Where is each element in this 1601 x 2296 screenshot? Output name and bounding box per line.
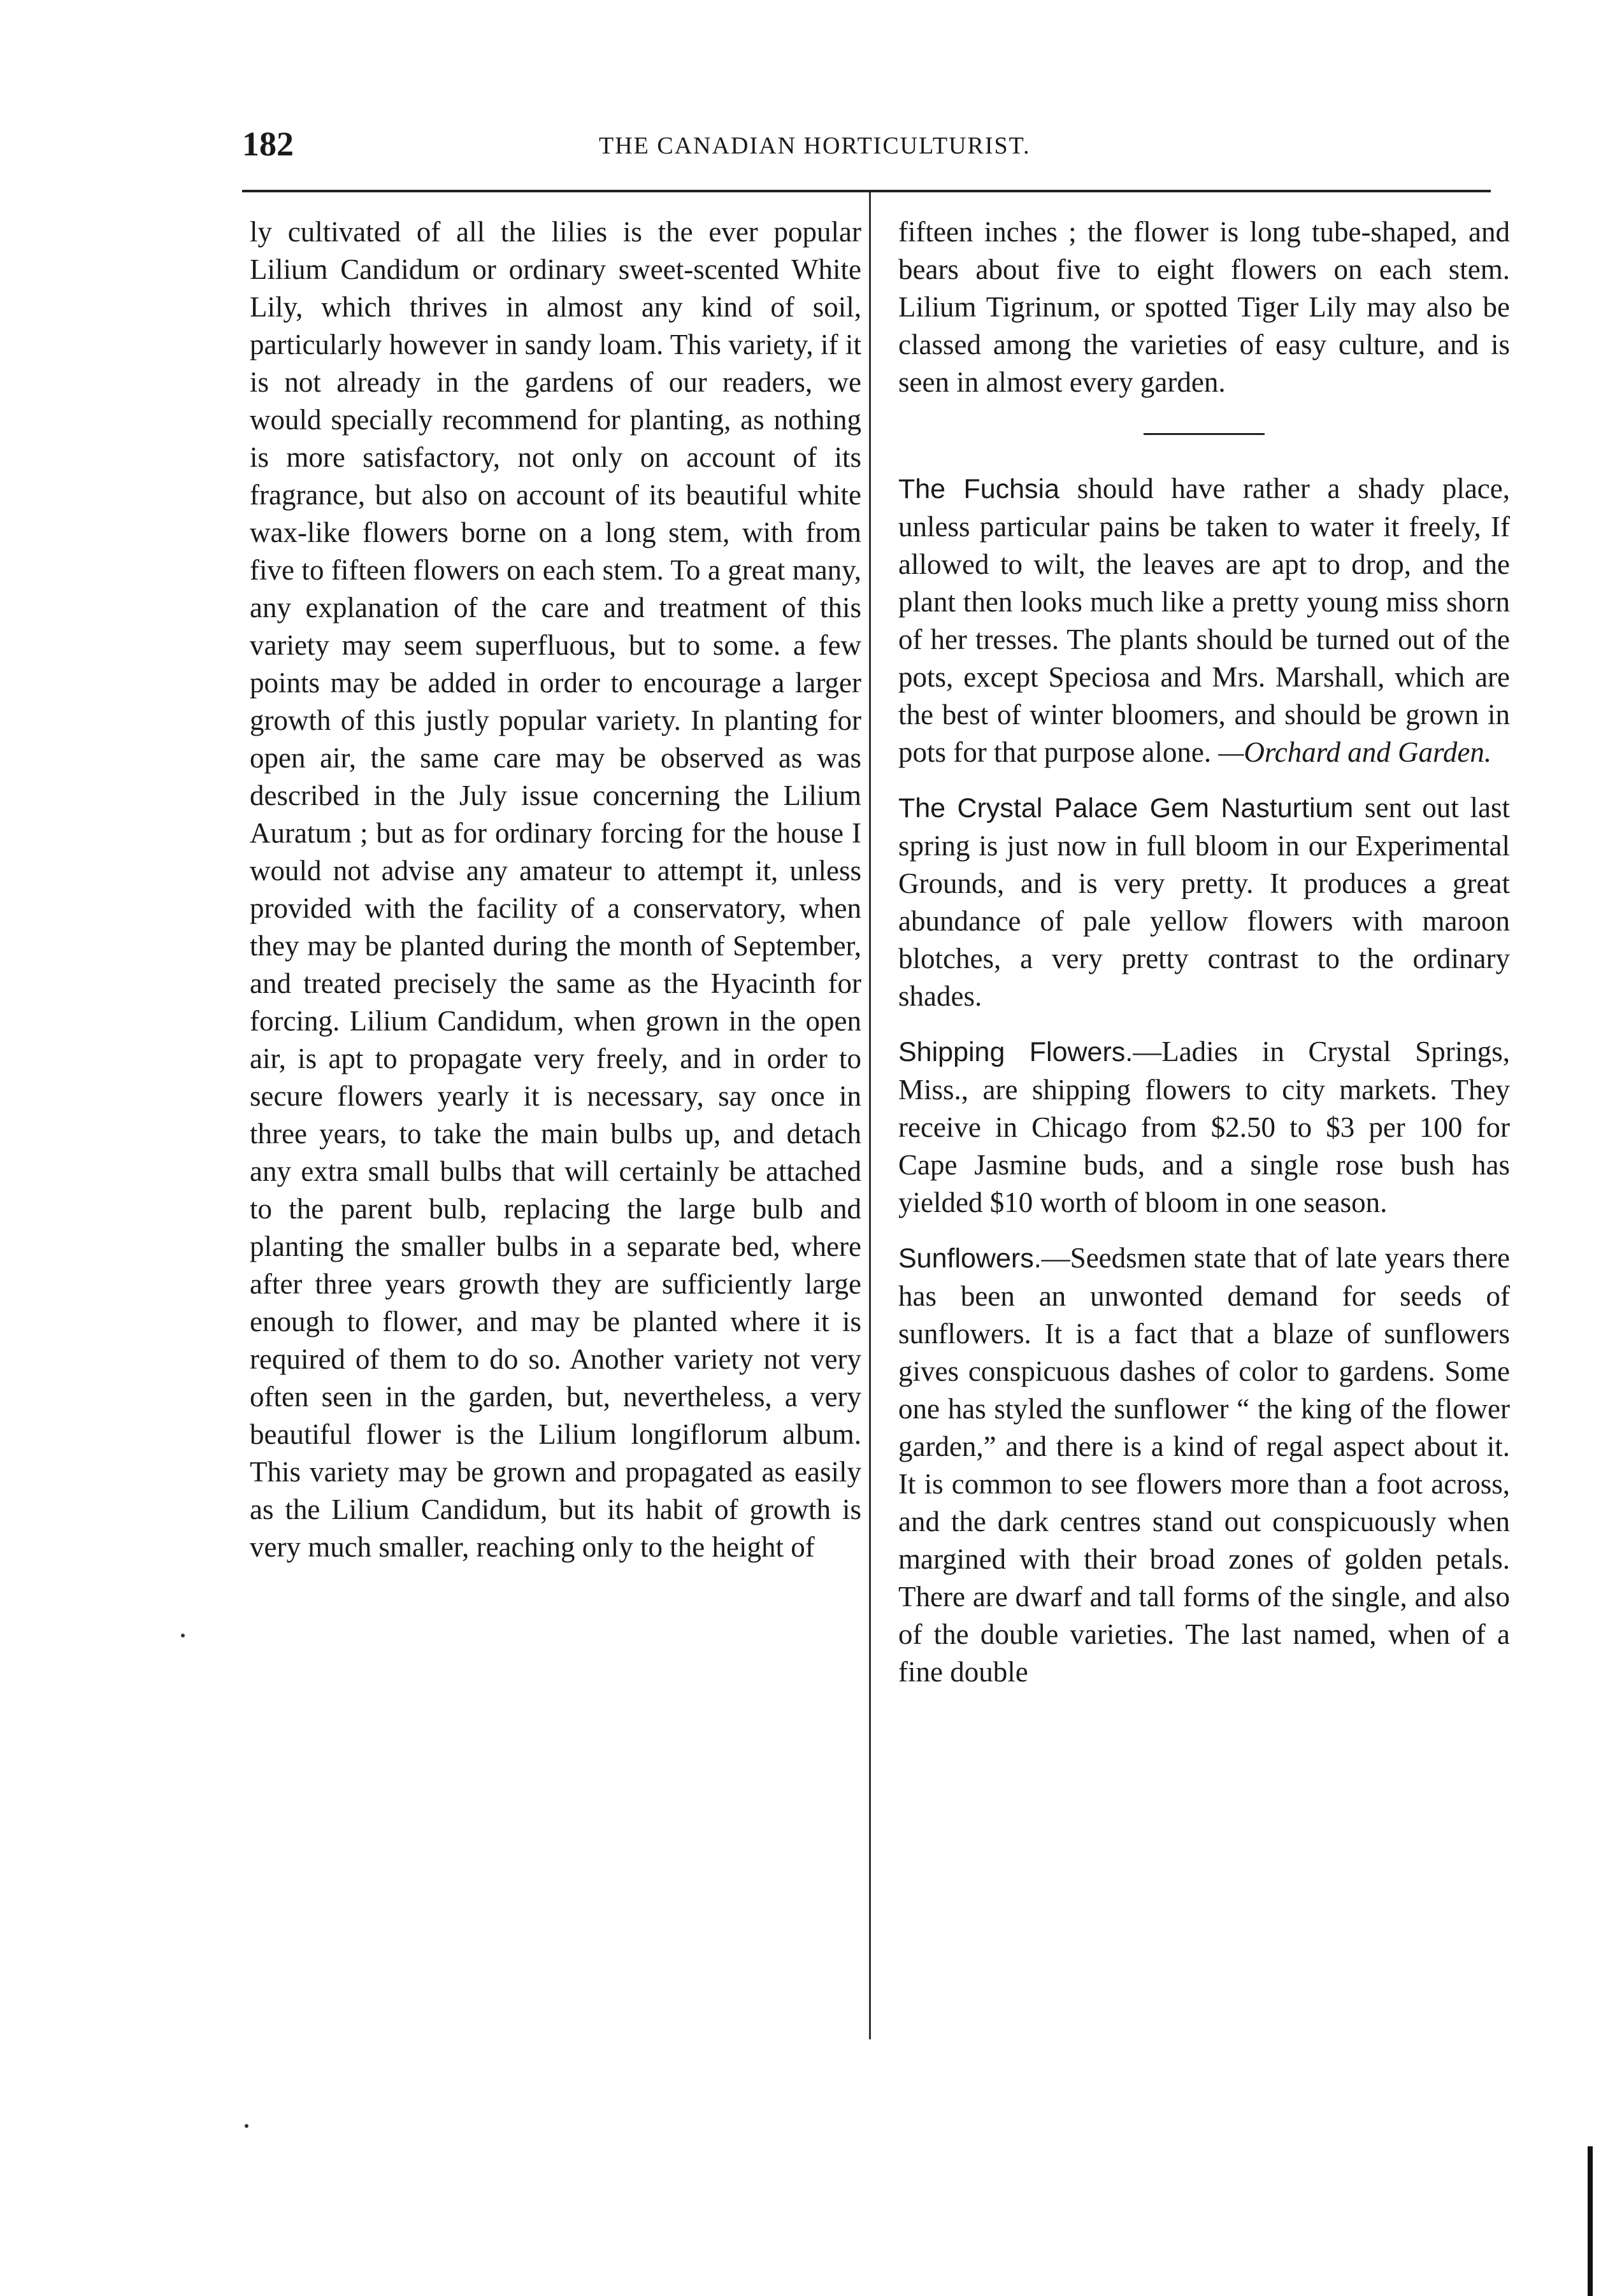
margin-speck [181, 1634, 185, 1637]
column-separator [869, 192, 871, 2039]
page-header [242, 124, 1491, 169]
right-column [898, 213, 1510, 1691]
page-edge-bar [1588, 2146, 1593, 2296]
item-body: sent out last spring is just now in full bloom in our Experimental Grounds, and is very pretty. It produces a great abundance of pale yellow flowers with maroon blotches, a very pretty contrast to the ordinary shades. [898, 792, 1511, 1012]
item-body: —Ladies in Crystal Springs, Miss., are shipping flowers to city markets. They receive in Chicago from $2.50 to $3 per 100 for Cape Jasmine buds, and a single rose bush has yielded $10 worth of bloom in one season. [898, 1036, 1510, 1218]
shipping-flowers-item [898, 1033, 1510, 1222]
fuchsia-item [898, 470, 1510, 771]
page-number: 182 [242, 125, 294, 163]
left-column [250, 213, 861, 1566]
nasturtium-item [898, 789, 1510, 1015]
item-body: should have rather a shady place, unless particular pains be taken to water it freely, If allowed to wilt, the leaves are apt to drop, and the plant then looks much like a pretty young miss shorn of her tresses. The plants should be turned out of the pots, except Speciosa and Mrs. Marshall, which are the best of winter bloomers, and should be grown in pots for that purpose alone. [898, 473, 1511, 768]
item-heading: The Fuchsia [898, 474, 1060, 504]
item-heading: Shipping Flowers. [898, 1037, 1133, 1067]
lily-article-end: fifteen inches ; the flower is long tube-shaped, and bears about five to eight flowers on each stem. Lilium Tigrinum, or spotted Tiger Lily may also be classed among the varieties of easy culture, and is seen in almost every garden. [898, 216, 1510, 398]
lily-article-continuation: ly cultivated of all the lilies is the ever popular Lilium Candidum or ordinary sweet-scented White Lily, which thrives in almost any kind of soil, particularly however in sandy loam. This variety, if it is not already in the gardens of our readers, we would specially recommend for planting, as nothing is more satisfactory, not only on account of its fragrance, but also on account of its beautiful white wax-like flowers borne on a long stem, with from five to fifteen flowers on each stem. To a great many, any explanation of the care and treatment of this variety may seem superfluous, but to some. a few points may be added in order to encourage a larger growth of this justly popular variety. In planting for open air, the same care may be observed as was described in the July issue concerning the Lilium Auratum ; but as for ordinary forcing for the house I would not advise any amateur to attempt it, unless provided with the facility of a conservatory, when they may be planted during the month of September, and treated precisely the same as the Hyacinth for forcing. Lilium Candidum, when grown in the open air, is apt to propagate very freely, and in order to secure flowers yearly it is necessary, say once in three years, to take the main bulbs up, and detach any extra small bulbs that will certainly be attached to the parent bulb, replacing the large bulb and planting the smaller bulbs in a separate bed, where after three years growth they are sufficiently large enough to flower, and may be planted where it is required of them to do so. Another variety not very often seen in the garden, but, nevertheless, a very beautiful flower is the Lilium longiflorum album. This variety may be grown and propagated as easily as the Lilium Candidum, but its habit of growth is very much smaller, reaching only to the height of [250, 216, 861, 1563]
margin-speck [245, 2124, 248, 2128]
header-rule [242, 190, 1491, 192]
sunflowers-item [898, 1239, 1510, 1691]
section-divider [1144, 433, 1265, 435]
item-body: —Seedsmen state that of late years there has been an unwonted demand for seeds of sunflowers. It is a fact that a blaze of sunflowers gives conspicuous dashes of color to gardens. Some one has styled the sunflower “ the king of the flower garden,” and there is a kind of regal aspect about it. It is common to see flowers more than a foot across, and the dark centres stand out conspicuously when margined with their broad zones of golden petals. There are dwarf and tall forms of the single, and also of the double varieties. The last named, when of a fine double [898, 1242, 1510, 1688]
item-heading: Sunflowers. [898, 1243, 1042, 1274]
item-heading: The Crystal Palace Gem Nasturtium [898, 793, 1354, 824]
item-source: —Orchard and Garden. [1218, 736, 1492, 768]
running-head: THE CANADIAN HORTICULTURIST. [599, 132, 1031, 159]
